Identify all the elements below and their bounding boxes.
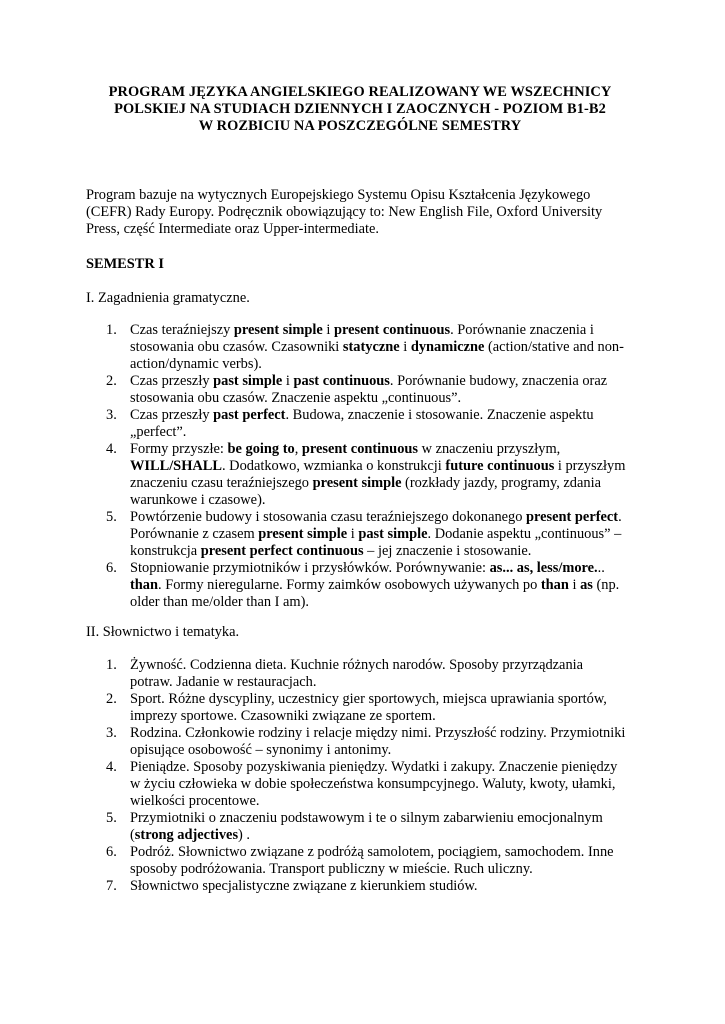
item-number: 2. [106,373,117,389]
vocab-list [86,657,625,895]
list-item: 1. Czas teraźniejszy present simple i present continuous. Porównanie znaczenia i stosowania obu czasów. Czasowniki statyczne i dynamiczne (action/stative and non- action/dynamic verbs). [106,322,624,372]
item-number: 4. [106,441,117,457]
list-item: 2. Sport. Różne dyscypliny, uczestnicy gier sportowych, miejsca uprawiania sportów, imprezy sportowe. Czasowniki związane ze sportem. [106,691,607,724]
title-line-2: POLSKIEJ NA STUDIACH DZIENNYCH I ZAOCZNYCH - POZIOM B1-B2 [114,101,606,117]
intro-paragraph [86,187,646,238]
grammar-list [86,322,625,611]
item-number: 4. [106,759,117,775]
vocab-heading: II. Słownictwo i tematyka. [86,624,240,640]
item-number: 5. [106,509,117,525]
item-number: 3. [106,407,117,423]
intro-line-1: Program bazuje na wytycznych Europejskiego Systemu Opisu Kształcenia Językowego [86,187,591,203]
list-item: 6. Stopniowanie przymiotników i przysłówków. Porównywanie: as... as, less/more... than. Formy nieregularne. Formy zaimków osobowych używanych po than i as (np. older than me/older than I am). [106,560,620,610]
grammar-heading: I. Zagadnienia gramatyczne. [86,290,250,306]
list-item: 1. Żywność. Codzienna dieta. Kuchnie różnych narodów. Sposoby przyrządzania potraw. Jadanie w restauracjach. [106,657,584,690]
intro-line-2: (CEFR) Rady Europy. Podręcznik obowiązujący to: New English File, Oxford University [86,204,603,220]
item-number: 7. [106,878,117,894]
item-number: 3. [106,725,117,741]
intro-line-3: Press, część Intermediate oraz Upper-intermediate. [86,221,379,237]
list-item: 4. Formy przyszłe: be going to, present continuous w znaczeniu przyszłym, WILL/SHALL. Dodatkowo, wzmianka o konstrukcji future continuous i przyszłym znaczeniu czasu teraźniejszego present simple (rozkłady jazdy, programy, zdania warunkowe i czasowe). [106,441,626,508]
item-number: 2. [106,691,117,707]
list-item: 7. Słownictwo specjalistyczne związane z kierunkiem studiów. [106,878,478,894]
item-number: 6. [106,844,117,860]
list-item: 4. Pieniądze. Sposoby pozyskiwania pieniędzy. Wydatki i zakupy. Znaczenie pieniędzy w życiu człowieka w dobie społeczeństwa konsumpcyjnego. Waluty, kwoty, ułamki, wielkości procentowe. [106,759,618,809]
list-item: 5. Powtórzenie budowy i stosowania czasu teraźniejszego dokonanego present perfect. Porównanie z czasem present simple i past simple. Dodanie aspektu „continuous” – konstrukcja present perfect continuous – jej znaczenie i stosowanie. [106,509,622,559]
list-item: 5. Przymiotniki o znaczeniu podstawowym i te o silnym zabarwieniu emocjonalnym (strong adjectives) . [106,810,603,843]
list-item: 3. Rodzina. Członkowie rodziny i relacje między nimi. Przyszłość rodziny. Przymiotniki opisujące osobowość – synonimy i antonimy. [106,725,626,758]
list-item: 3. Czas przeszły past perfect. Budowa, znaczenie i stosowanie. Znaczenie aspektu „perfect”. [106,407,594,440]
item-number: 1. [106,657,117,673]
list-item: 2. Czas przeszły past simple i past continuous. Porównanie budowy, znaczenia oraz stosowania obu czasów. Znaczenie aspektu „continuous”. [106,373,608,406]
list-item: 6. Podróż. Słownictwo związane z podróżą samolotem, pociągiem, samochodem. Inne sposoby podróżowania. Transport publiczny w mieście. Ruch uliczny. [106,844,614,877]
item-number: 1. [106,322,117,338]
document-title [60,84,660,135]
item-number: 6. [106,560,117,576]
item-number: 5. [106,810,117,826]
semester-heading: SEMESTR I [86,256,164,272]
title-line-1: PROGRAM JĘZYKA ANGIELSKIEGO REALIZOWANY WE WSZECHNICY [108,84,612,100]
title-line-3: W ROZBICIU NA POSZCZEGÓLNE SEMESTRY [198,118,522,134]
